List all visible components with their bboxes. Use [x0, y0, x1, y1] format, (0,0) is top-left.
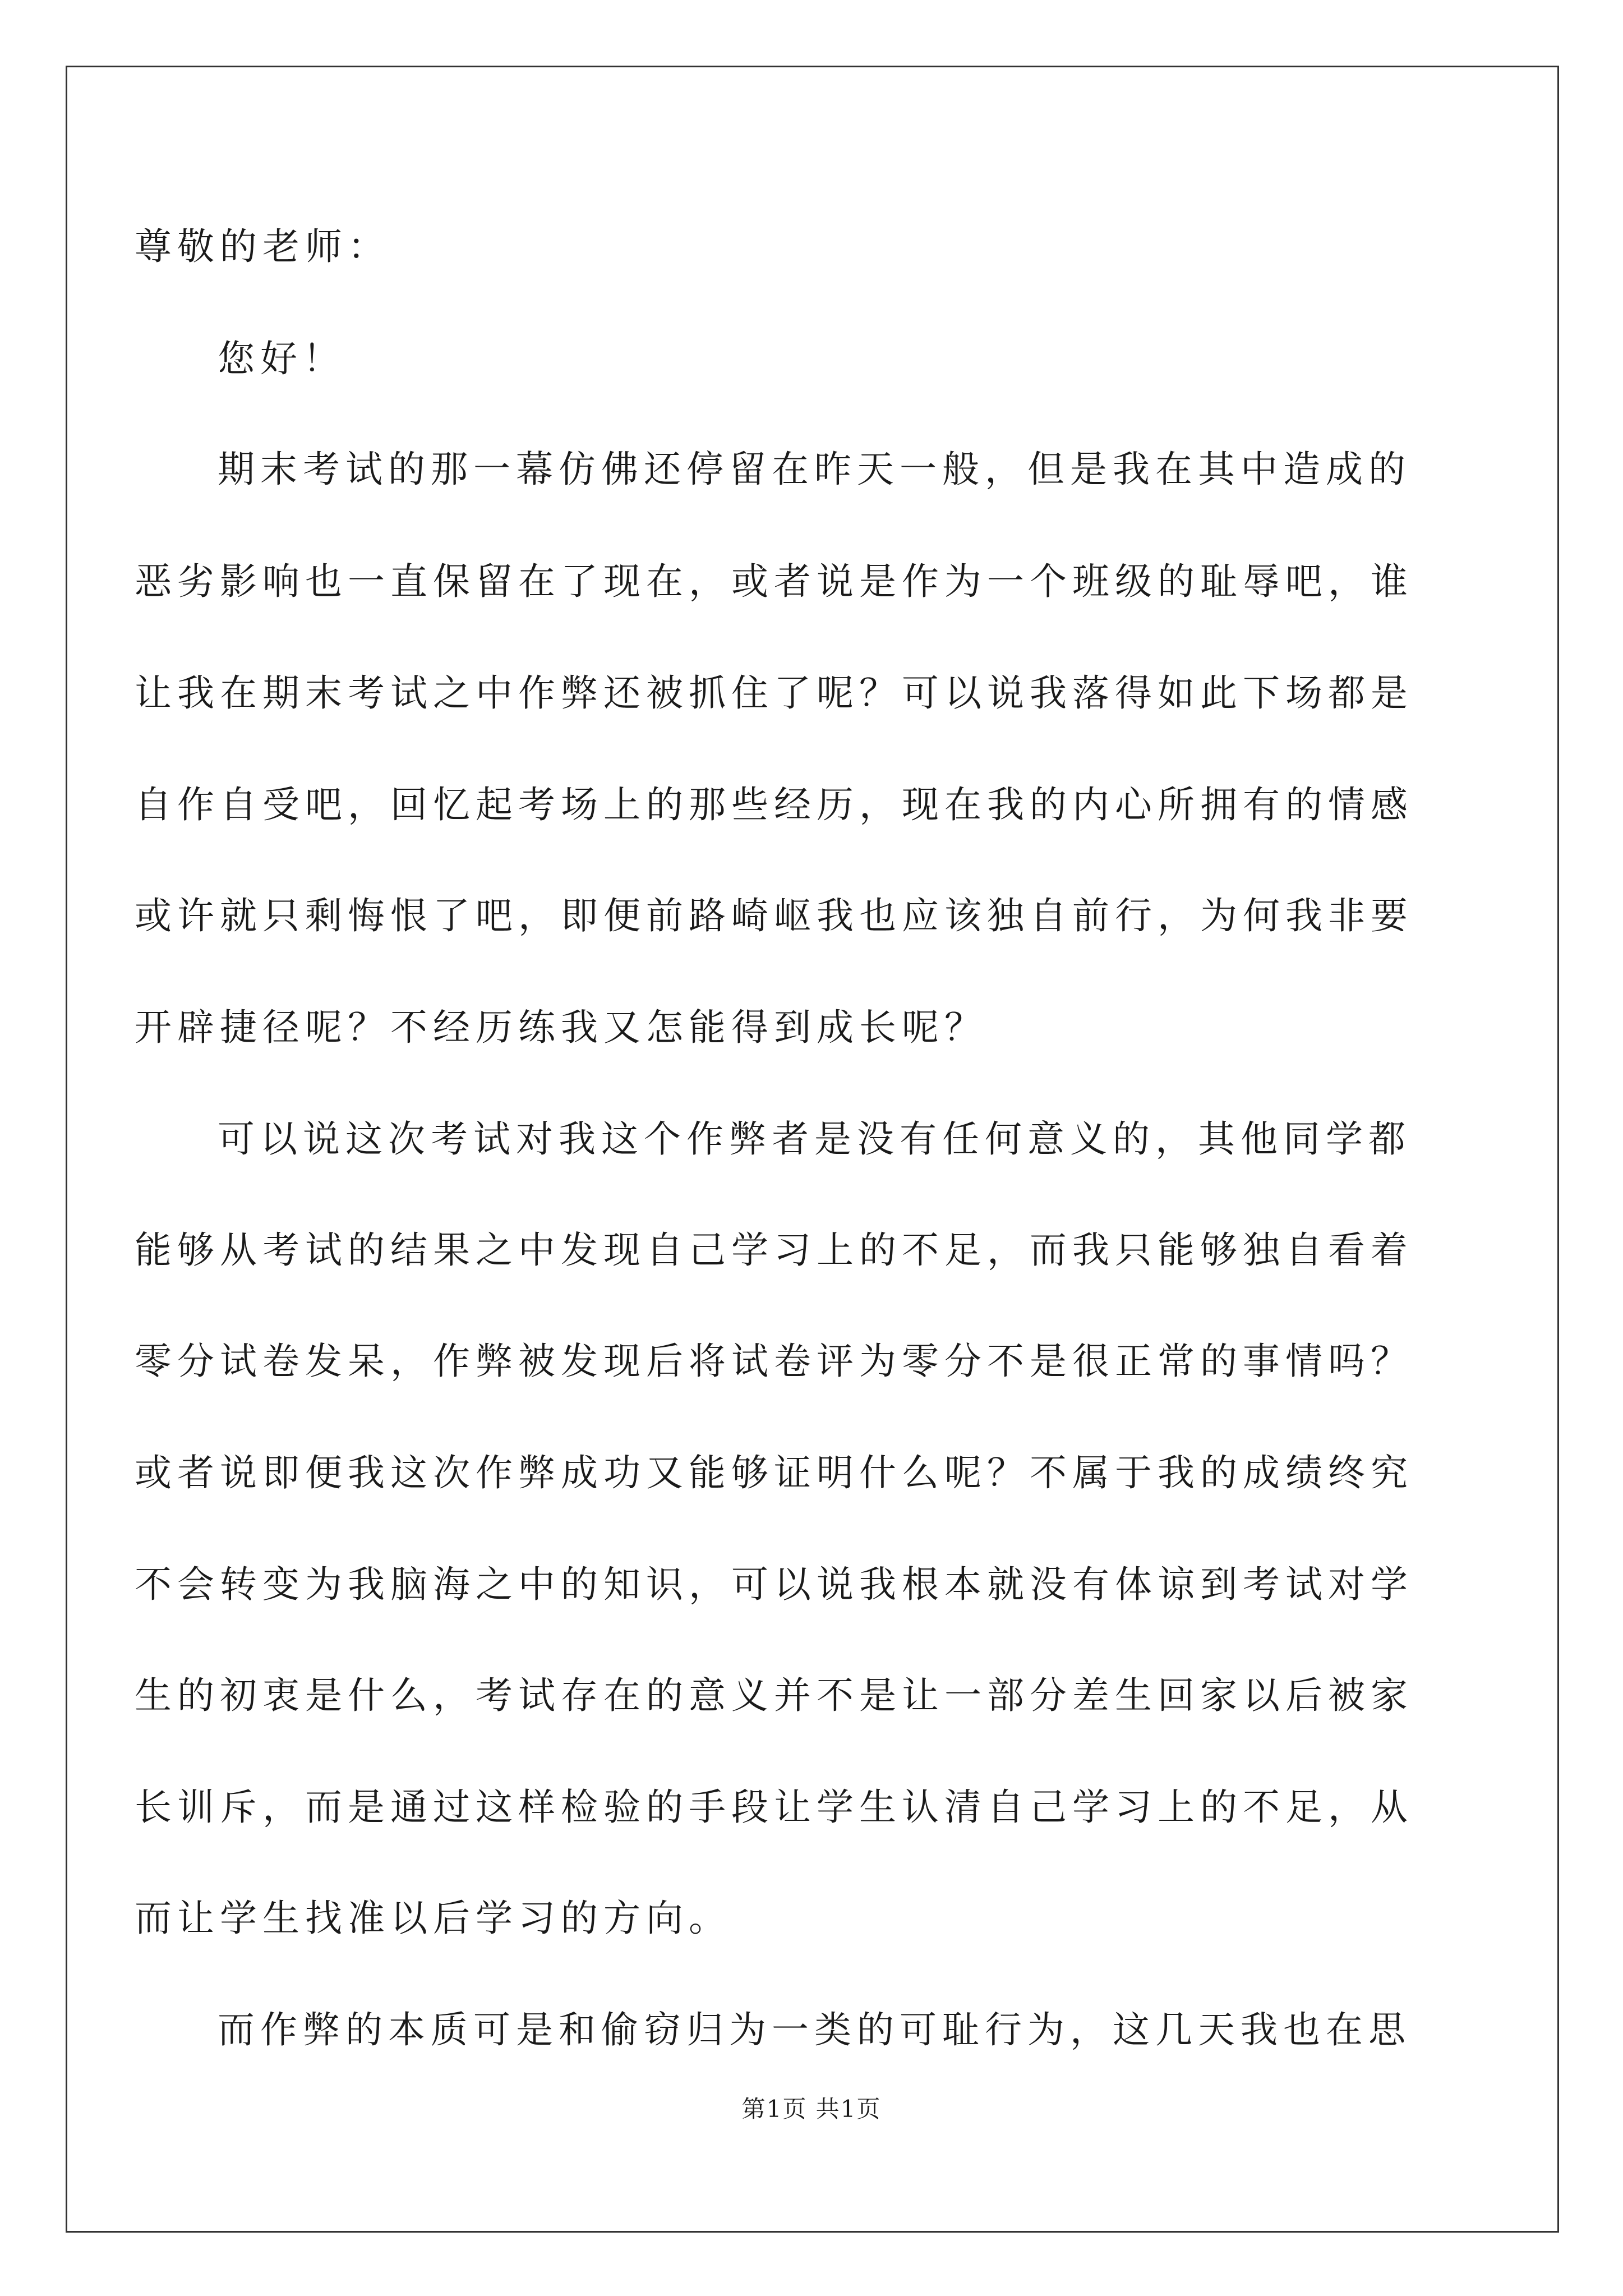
- paragraph-3-line-1: 而作弊的本质可是和偷窃归为一类的可耻行为，这几天我也在思: [218, 2008, 1411, 2051]
- paragraph-2-line-6: 生的初衷是什么，考试存在的意义并不是让一部分差生回家以后被家: [135, 1674, 1413, 1717]
- paragraph-1-line-4: 自作自受吧，回忆起考场上的那些经历，现在我的内心所拥有的情感: [135, 783, 1413, 826]
- page-footer: 第1页 共1页: [741, 2095, 882, 2123]
- greeting: 您好！: [218, 337, 345, 380]
- paragraph-2-line-4: 或者说即便我这次作弊成功又能够证明什么呢？不属于我的成绩终究: [135, 1451, 1413, 1494]
- paragraph-1-line-1: 期末考试的那一幕仿佛还停留在昨天一般，但是我在其中造成的: [218, 448, 1411, 491]
- paragraph-2-line-2: 能够从考试的结果之中发现自己学习上的不足，而我只能够独自看着: [135, 1228, 1413, 1272]
- paragraph-2-line-1: 可以说这次考试对我这个作弊者是没有任何意义的，其他同学都: [218, 1117, 1411, 1161]
- salutation: 尊敬的老师：: [135, 225, 390, 268]
- paragraph-2-line-7: 长训斥，而是通过这样检验的手段让学生认清自己学习上的不足，从: [135, 1786, 1413, 1829]
- paragraph-1-line-6: 开辟捷径呢？不经历练我又怎能得到成长呢？: [135, 1006, 987, 1049]
- paragraph-1-line-2: 恶劣影响也一直保留在了现在，或者说是作为一个班级的耻辱吧，谁: [135, 560, 1413, 603]
- paragraph-1-line-5: 或许就只剩悔恨了吧，即便前路崎岖我也应该独自前行，为何我非要: [135, 894, 1413, 937]
- paragraph-2-line-5: 不会转变为我脑海之中的知识，可以说我根本就没有体谅到考试对学: [135, 1563, 1413, 1606]
- paragraph-2-line-3: 零分试卷发呆，作弊被发现后将试卷评为零分不是很正常的事情吗？: [135, 1340, 1413, 1383]
- paragraph-2-line-8: 而让学生找准以后学习的方向。: [135, 1897, 731, 1940]
- paragraph-1-line-3: 让我在期末考试之中作弊还被抓住了呢？可以说我落得如此下场都是: [135, 671, 1413, 715]
